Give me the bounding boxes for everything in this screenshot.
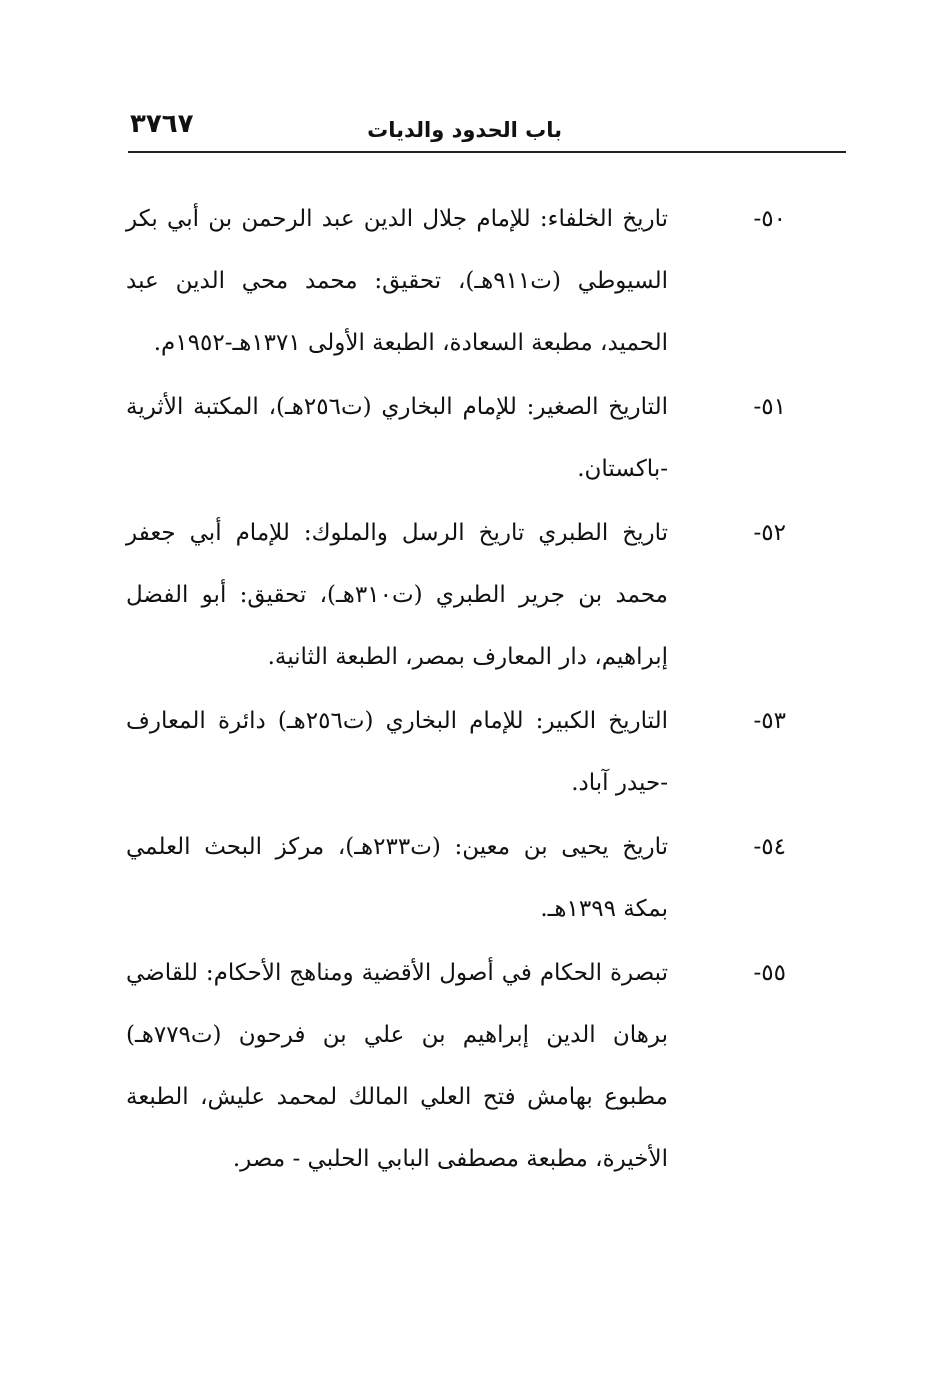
header-rule <box>128 151 846 153</box>
running-title: باب الحدود والديات <box>367 118 562 142</box>
entry-number: ٥٠- <box>753 206 786 232</box>
bibliography-entry-55 <box>126 942 786 1190</box>
entry-text: التاريخ الكبير: للإمام البخاري (ت٢٥٦هـ) دائرة المعارف -حيدر آباد. <box>126 708 669 796</box>
entry-number: ٥٤- <box>753 834 786 860</box>
entry-text: تاريخ الخلفاء: للإمام جلال الدين عبد الرحمن بن أبي بكر السيوطي (ت٩١١هـ)، تحقيق: محمد محي الدين عبد الحميد، مطبعة السعادة، الطبعة الأولى ١٣٧١هـ-١٩٥٢م. <box>126 206 668 356</box>
entry-number: ٥٢- <box>753 520 786 546</box>
page-header <box>128 104 846 148</box>
entry-text: التاريخ الصغير: للإمام البخاري (ت٢٥٦هـ)، المكتبة الأثرية -باكستان. <box>126 394 669 482</box>
bibliography-entry-54 <box>126 816 786 940</box>
bibliography-entry-50 <box>126 188 786 374</box>
bibliography-list <box>126 188 786 1192</box>
entry-text: تاريخ الطبري تاريخ الرسل والملوك: للإمام أبي جعفر محمد بن جرير الطبري (ت٣١٠هـ)، تحقيق: أبو الفضل إبراهيم، دار المعارف بمصر، الطبعة الثانية. <box>126 520 668 670</box>
entry-text: تاريخ يحيى بن معين: (ت٢٣٣هـ)، مركز البحث العلمي بمكة ١٣٩٩هـ. <box>126 834 669 922</box>
bibliography-entry-51 <box>126 376 786 500</box>
bibliography-entry-52 <box>126 502 786 688</box>
entry-number: ٥٥- <box>753 960 786 986</box>
bibliography-entry-53 <box>126 690 786 814</box>
entry-number: ٥٣- <box>753 708 786 734</box>
entry-text: تبصرة الحكام في أصول الأقضية ومناهج الأحكام: للقاضي برهان الدين إبراهيم بن علي بن فرحون (ت٧٧٩هـ) مطبوع بهامش فتح العلي المالك لمحمد عليش، الطبعة الأخيرة، مطبعة مصطفى البابي الحلبي - مصر. <box>126 960 668 1172</box>
page-number: ٣٧٦٧ <box>130 109 194 139</box>
entry-number: ٥١- <box>753 394 786 420</box>
